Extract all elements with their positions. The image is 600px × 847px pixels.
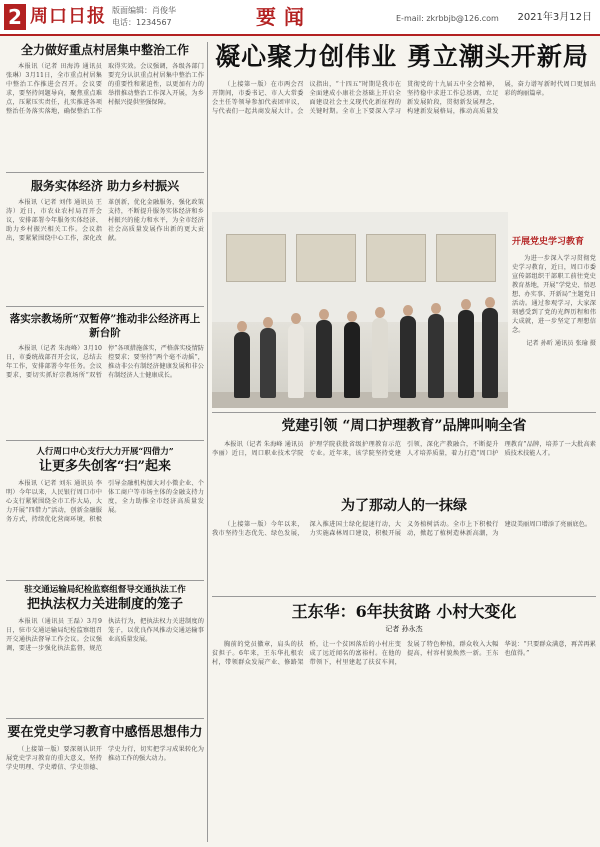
article-poverty-alleviation	[212, 600, 596, 842]
divider	[6, 172, 204, 173]
exhibit-board	[436, 234, 496, 282]
article-headline: 全力做好重点村居集中整治工作	[20, 43, 189, 57]
exhibit-board	[296, 234, 356, 282]
article-body: 本报讯（通讯员 王磊）3月9日，驻市交通运输局纪检监察组召开交通执法督导工作会议。会议强调，要进一步强化执法监督，规范执法行为，把执法权力关进制度的笼子，以优良作风推动交通运输事业高质量发展。	[6, 618, 204, 652]
photo-person-head	[263, 317, 273, 328]
article-headline: 落实宗教场所“双暂停”推动非公经济再上新台阶	[9, 313, 201, 339]
article-headline: 为了那动人的一抹绿	[341, 498, 467, 514]
divider	[6, 580, 204, 581]
article-headline: 要在党史学习教育中感悟思想伟力	[7, 725, 203, 740]
photo-person	[260, 328, 276, 398]
divider	[6, 718, 204, 719]
exhibit-board	[226, 234, 286, 282]
photo-person	[458, 310, 474, 398]
photo-person	[482, 308, 498, 398]
article-kicker: 驻交通运输局纪检监察组督导交通执法工作	[24, 585, 186, 595]
photo-credit: 记者 孙昕 通讯员 张瑜 摄	[526, 340, 596, 347]
photo-person-head	[461, 299, 471, 310]
divider	[212, 412, 596, 413]
paper-name: 周口日报	[30, 6, 106, 27]
caption-body: 为进一步深入学习贯彻党史学习教育，近日，周口市委宣传部组织干部职工前往党史教育基地，开展“学党史、悟思想、办实事、开新局”主题党日活动。通过参观学习，大家深刻感受到了党的光辉历程和伟大成就，进一步坚定了理想信念。	[512, 255, 596, 334]
photo-person	[428, 314, 444, 398]
article-united-front	[6, 312, 204, 438]
photo-person	[400, 316, 416, 398]
article-body: 本报讯（记者 朱海峰 通讯员 李丽）近日，周口职业技术学院护理学院获批省级护理教育示范专业。近年来，该学院坚持党建引领，深化产教融合，不断提升人才培养质量，着力打造“周口护理教育”品牌，培养了一大批高素质技术技能人才。	[212, 441, 596, 457]
photo-person-head	[347, 311, 357, 322]
photo-person-head	[319, 309, 329, 320]
divider	[6, 306, 204, 307]
photo-caption-box	[512, 212, 596, 408]
photo-person-head	[485, 297, 495, 308]
article-body: （上接第一版）要深刻认识开展党史学习教育的重大意义，坚持学史明理、学史增信、学史崇德、学史力行，切实把学习成果转化为推动工作的强大动力。	[6, 746, 204, 771]
divider	[212, 596, 596, 597]
photo-person	[344, 322, 360, 398]
photo-person-head	[403, 305, 413, 316]
article-body: 胸前的党员徽章，肩头的扶贫担子。6年来，王东华扎根农村，带领群众发展产业、修路架桥，让一个贫困落后的小村庄变成了远近闻名的富裕村。在他的带领下，村里建起了扶贫车间，发展了特色种植，群众收入大幅提高，村容村貌焕然一新。王东华说：“只要群众满意，再苦再累也值得。”	[212, 641, 596, 666]
divider	[6, 440, 204, 441]
article-law-enforcement	[6, 584, 204, 716]
article-rural-revitalization	[6, 178, 204, 304]
article-headline: 让更多失创客“扫”起来	[39, 459, 171, 474]
phone-line: 电话：1234567	[112, 18, 172, 27]
caption-title: 开展党史学习教育	[512, 237, 585, 247]
article-central-bank	[6, 446, 204, 578]
photo-person	[316, 320, 332, 398]
article-party-history	[6, 724, 204, 842]
photo-person-head	[237, 321, 247, 332]
article-headline: 把执法权力关进制度的笼子	[26, 597, 183, 612]
photo-person-head	[291, 313, 301, 324]
article-nursing-education	[212, 416, 596, 492]
photo-person	[234, 332, 250, 398]
editor-line: 版面编辑：肖俊华	[112, 6, 176, 15]
article-byline: 记者 孙永杰	[385, 625, 423, 633]
article-village-renovation	[6, 42, 204, 170]
email-line: E-mail: zkrbbjb@126.com	[396, 14, 499, 23]
issue-date: 2021年3月12日	[517, 12, 592, 23]
article-body: 本报讯（记者 田海涛 通讯员 张琳）3月11日，全市重点村居集中整治工作推进会召开。会议要求，要坚持问题导向，聚焦重点难点，压紧压实责任，扎实推进各项整治任务落实落地，确保整治工作取得实效。会议强调，各级各部门要充分认识重点村居集中整治工作的重要性和紧迫性，以更加有力的举措推动整治工作深入开展，为乡村振兴提供坚强保障。	[6, 63, 204, 115]
article-body: （上接第一版）今年以来，我市坚持生态优先、绿色发展，深入推进国土绿化提速行动，大力实施森林周口建设，积极开展义务植树活动。全市上下积极行动，掀起了植树造林新高潮，为建设美丽周口增添了亮丽底色。	[212, 521, 592, 537]
photo-person-head	[375, 307, 385, 318]
article-headline: 服务实体经济 助力乡村振兴	[30, 179, 180, 193]
article-greening	[212, 496, 596, 592]
article-body: （上接第一版）在市两会召开期间，市委书记、市人大常委会主任等领导参加代表团审议，与代表们一起共商发展大计。会议指出，“十四五”时期是我市在全面建成小康社会基础上开启全面建设社会主义现代化新征程的关键时期。全市上下要深入学习贯彻党的十九届五中全会精神，坚持稳中求进工作总基调，立足新发展阶段，贯彻新发展理念，构建新发展格局，推动高质量发展，奋力谱写新时代周口更加出彩的绚丽篇章。	[212, 81, 596, 115]
photo-person-head	[431, 303, 441, 314]
article-kicker: 人行周口中心支行大力开展“四借力”	[36, 447, 174, 457]
article-body: 本报讯（记者 刘东 通讯员 李明）今年以来，人民银行周口市中心支行紧紧围绕全市工作大局，大力开展“四借力”活动，创新金融服务方式，持续优化营商环境，积极引导金融机构加大对小微企业、个体工商户等市场主体的金融支持力度，全力助推全市经济高质量发展。	[6, 480, 204, 523]
lead-article	[212, 80, 596, 206]
masthead	[0, 0, 600, 36]
exhibit-board	[366, 234, 426, 282]
article-headline: 党建引领 “周口护理教育”品牌叫响全省	[281, 418, 527, 434]
article-body: 本报讯（记者 朱海峰）3月10日，市委统战部召开会议，总结去年工作，安排部署今年任务。会议要求，要切实抓好宗教场所“双暂停”各项措施落实，严格落实疫情防控要求；要坚持“两个毫不动摇”，推动非公有制经济健康发展和非公有制经济人士健康成长。	[6, 345, 204, 379]
section-title: 要闻	[256, 5, 312, 29]
lead-headline: 凝心聚力创伟业 勇立潮头开新局	[215, 42, 589, 71]
article-body: 本报讯（记者 刘伟 通讯员 王涛）近日，市农业农村局召开会议，安排部署今年服务实体经济、助力乡村振兴相关工作。会议指出，要紧紧围绕中心工作，深化改革创新，优化金融服务，强化政策支持，不断提升服务实体经济和乡村振兴的能力和水平，为全市经济社会高质量发展作出新的更大贡献。	[6, 199, 204, 242]
page-number: 2	[4, 4, 26, 30]
news-photo	[212, 212, 508, 408]
column-divider	[207, 42, 208, 842]
photo-person	[372, 318, 388, 398]
photo-person	[288, 324, 304, 398]
article-headline: 王东华：6年扶贫路 小村大变化	[291, 602, 517, 621]
